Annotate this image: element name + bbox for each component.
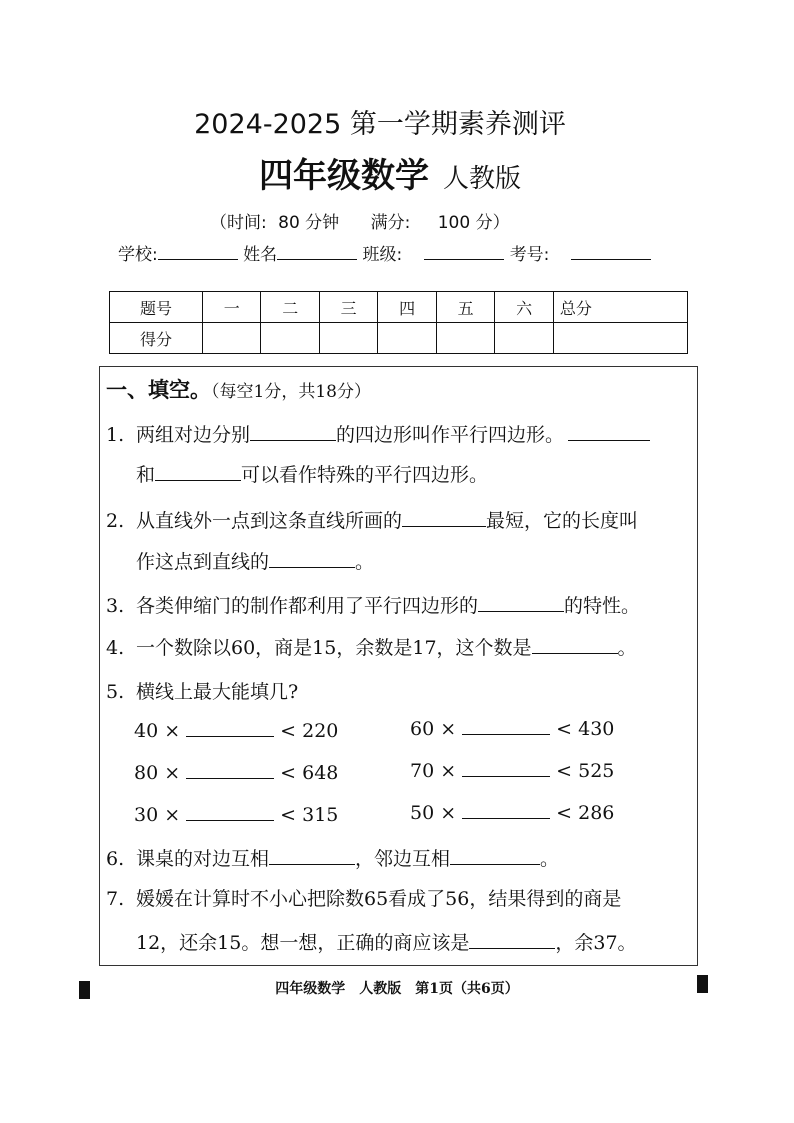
score-table-cell: 五: [436, 292, 494, 323]
score-table-cell: 题号: [110, 292, 203, 323]
score-table-score-row: [110, 323, 688, 354]
school-field[interactable]: [158, 241, 238, 260]
time-label: （时间:: [210, 213, 267, 233]
question-text: 的特性。: [564, 595, 641, 617]
answer-blank[interactable]: [186, 760, 274, 779]
question-text: 最短，它的长度叫: [486, 510, 639, 532]
inequality-item: [410, 716, 614, 740]
exam-no-field[interactable]: [571, 241, 651, 260]
question-6: [106, 844, 559, 871]
exam-title: 2024-2025 第一学期素养测评: [194, 109, 566, 140]
answer-blank[interactable]: [186, 802, 274, 821]
question-text: ，邻边互相: [355, 848, 451, 870]
inequality-item: [134, 718, 338, 742]
score-table: [109, 291, 688, 354]
score-table-header-row: [110, 292, 688, 323]
answer-blank[interactable]: [478, 593, 564, 612]
question-text: 。: [617, 637, 637, 659]
question-text: 可以看作特殊的平行四边形。: [241, 464, 489, 486]
time-value: 80 分钟: [278, 213, 340, 233]
question-7-line-1: [106, 884, 621, 911]
question-text: 12，还余15。想一想，正确的商应该是: [136, 932, 470, 954]
question-text: 作这点到直线的: [136, 551, 270, 573]
question-text: 横线上最大能填几?: [136, 681, 299, 703]
answer-blank[interactable]: [462, 800, 550, 819]
inequality-item: [134, 760, 338, 784]
answer-blank[interactable]: [402, 508, 486, 527]
answer-blank[interactable]: [186, 718, 274, 737]
page-footer: 四年级数学 人教版 第1页（共6页）: [275, 981, 519, 997]
question-1-line-2: [136, 460, 488, 487]
inequality-left: 70 ×: [410, 760, 457, 782]
question-text: 。: [540, 848, 560, 870]
time-score-line: [210, 208, 516, 233]
score-input-cell[interactable]: [378, 323, 436, 354]
question-2-line-1: [106, 506, 638, 533]
answer-blank[interactable]: [250, 422, 336, 441]
question-number: 4.: [106, 637, 125, 659]
score-table-cell: 四: [378, 292, 436, 323]
answer-blank[interactable]: [462, 716, 550, 735]
school-label: 学校:: [118, 245, 158, 265]
subject-name: 四年级数学: [258, 156, 429, 196]
inequality-right: < 315: [280, 804, 339, 826]
score-input-cell[interactable]: [319, 323, 377, 354]
question-7-line-2: [136, 928, 637, 955]
answer-blank[interactable]: [269, 846, 355, 865]
name-field[interactable]: [277, 241, 357, 260]
answer-blank[interactable]: [269, 549, 355, 568]
question-number: 2.: [106, 510, 125, 532]
score-table-cell: 二: [261, 292, 319, 323]
question-1-line-1: [106, 420, 650, 447]
question-text: 两组对边分别: [136, 424, 251, 446]
score-row-label: 得分: [110, 323, 203, 354]
score-input-cell[interactable]: [495, 323, 553, 354]
inequality-item: [410, 800, 614, 824]
class-label: 班级:: [362, 245, 403, 265]
answer-blank[interactable]: [450, 846, 540, 865]
question-number: 1.: [106, 424, 125, 446]
question-number: 3.: [106, 595, 125, 617]
answer-blank[interactable]: [532, 635, 618, 654]
question-2-line-2: [136, 547, 374, 574]
inequality-right: < 648: [280, 762, 339, 784]
inequality-left: 40 ×: [134, 720, 181, 742]
inequality-left: 60 ×: [410, 718, 457, 740]
question-text: 的四边形叫作平行四边形。: [336, 424, 565, 446]
inequality-right: < 525: [556, 760, 615, 782]
score-table-cell: 总分: [553, 292, 687, 323]
question-5: [106, 677, 298, 704]
exam-no-label: 考号:: [509, 245, 550, 265]
inequality-right: < 430: [556, 718, 615, 740]
score-table-cell: 一: [203, 292, 261, 323]
inequality-left: 50 ×: [410, 802, 457, 824]
answer-blank[interactable]: [568, 422, 650, 441]
inequality-left: 30 ×: [134, 804, 181, 826]
score-input-cell[interactable]: [553, 323, 687, 354]
answer-blank[interactable]: [469, 930, 555, 949]
question-number: 5.: [106, 681, 125, 703]
question-text: 一个数除以60，商是15，余数是17，这个数是: [136, 637, 532, 659]
score-table-cell: 六: [495, 292, 553, 323]
score-input-cell[interactable]: [203, 323, 261, 354]
question-4: [106, 633, 637, 660]
question-text: 从直线外一点到这条直线所画的: [136, 510, 403, 532]
inequality-right: < 286: [556, 802, 615, 824]
score-table-cell: 三: [319, 292, 377, 323]
question-3: [106, 591, 640, 618]
full-score-label: 满分:: [370, 213, 411, 233]
question-text: 媛媛在计算时不小心把除数65看成了56，结果得到的商是: [136, 888, 622, 910]
answer-blank[interactable]: [462, 758, 550, 777]
edition-label: 人教版: [442, 164, 521, 194]
question-number: 6.: [106, 848, 125, 870]
section-note: （每空1分，共18分）: [211, 382, 371, 402]
answer-blank[interactable]: [155, 462, 241, 481]
question-text: 各类伸缩门的制作都利用了平行四边形的: [136, 595, 479, 617]
question-box: [99, 366, 698, 966]
inequality-right: < 220: [280, 720, 339, 742]
class-field[interactable]: [424, 241, 504, 260]
question-text: 课桌的对边互相: [136, 848, 270, 870]
question-text: 和: [136, 464, 156, 486]
section-heading: [106, 374, 371, 404]
question-number: 7.: [106, 888, 125, 910]
name-label: 姓名: [243, 245, 278, 265]
subject-title: [0, 148, 780, 197]
score-input-cell[interactable]: [436, 323, 494, 354]
question-text: 。: [355, 551, 375, 573]
question-text: ，余37。: [555, 932, 637, 954]
inequality-left: 80 ×: [134, 762, 181, 784]
score-input-cell[interactable]: [261, 323, 319, 354]
full-score-value: 100 分）: [437, 213, 510, 233]
student-info-line: [118, 240, 651, 265]
inequality-item: [134, 802, 338, 826]
inequality-item: [410, 758, 614, 782]
section-title: 一、填空。: [106, 378, 211, 402]
